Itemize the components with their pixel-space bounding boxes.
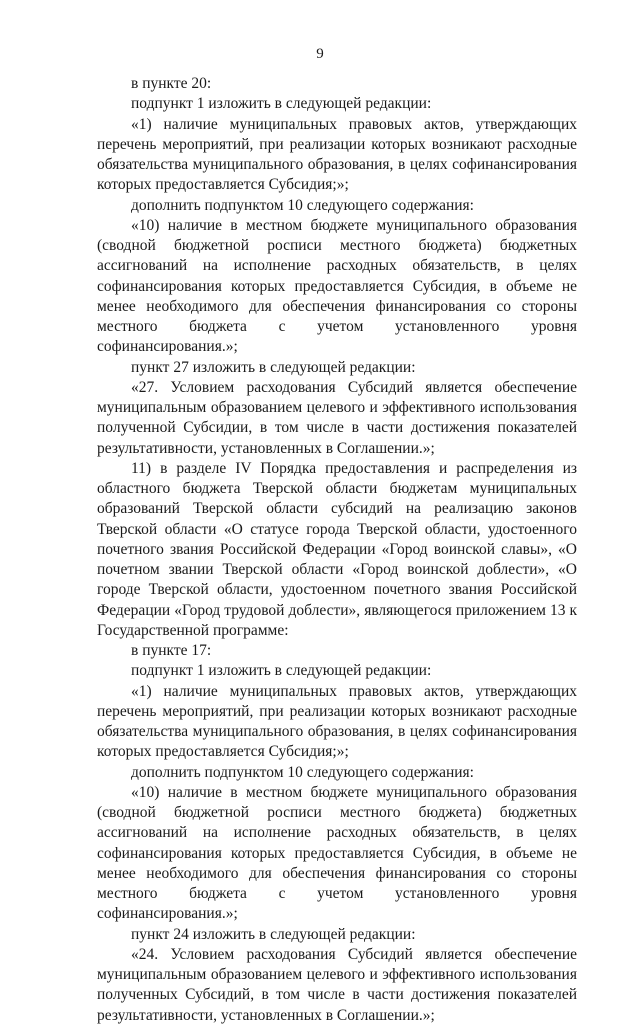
paragraph-podpunkt-1-heading-2: подпункт 1 изложить в следующей редакции: xyxy=(131,662,432,680)
paragraph-podpunkt-1-text-2: «1) наличие муниципальных правовых актов, утверждающих перечень мероприятий, при реализации которых возникают расходные обязательства муниципального образования, в целях софинансирования которых предоставляется Субсидия;»; xyxy=(97,682,577,761)
paragraph-podpunkt-10-heading-2: дополнить подпунктом 10 следующего содержания: xyxy=(131,763,474,781)
paragraph-podpunkt-10-text-2: «10) наличие в местном бюджете муниципального образования (сводной бюджетной росписи местного бюджета) бюджетных ассигнований на исполнение расходных обязательств, в целях софинансирования которых предоставляется Субсидия, в объеме не менее необходимого для обеспечения финансирования со стороны местного бюджета с учетом установленного уровня софинансирования.»; xyxy=(97,783,577,923)
paragraph-punkt-24-text: «24. Условием расходования Субсидий является обеспечение муниципальным образованием целевого и эффективного использования полученных Субсидий, в том числе в части достижения показателей результативности, установленных в Соглашении.»; xyxy=(97,945,577,1024)
paragraph-punkt-17: в пункте 17: xyxy=(131,642,212,659)
paragraph-podpunkt-1-text: «1) наличие муниципальных правовых актов, утверждающих перечень мероприятий, при реализации которых возникают расходные обязательства муниципального образования, в целях софинансирования которых предоставляется Субсидия;»; xyxy=(97,115,577,194)
paragraph-podpunkt-10-heading: дополнить подпунктом 10 следующего содержания: xyxy=(131,196,474,214)
paragraph-punkt-20: в пункте 20: xyxy=(131,75,212,92)
paragraph-podpunkt-10-text: «10) наличие в местном бюджете муниципального образования (сводной бюджетной росписи местного бюджета) бюджетных ассигнований на исполнение расходных обязательств, в целях софинансирования которых предоставляется Субсидия, в объеме не менее необходимого для обеспечения финансирования со стороны местного бюджета с учетом установленного уровня софинансирования.»; xyxy=(97,216,577,356)
paragraph-punkt-24-heading: пункт 24 изложить в следующей редакции: xyxy=(131,925,416,943)
page-number: 9 xyxy=(316,46,324,62)
paragraph-punkt-27-text: «27. Условием расходования Субсидий является обеспечение муниципальным образованием целевого и эффективного использования полученной Субсидии, в том числе в части достижения показателей результативности, установленных в Соглашении.»; xyxy=(97,378,577,457)
document-body xyxy=(97,74,577,1026)
paragraph-podpunkt-1-heading: подпункт 1 изложить в следующей редакции: xyxy=(131,95,432,113)
paragraph-section-11: 11) в разделе IV Порядка предоставления и распределения из областного бюджета Тверской области бюджетам муниципальных образований Тверской области субсидий на реализацию законов Тверской области «О статусе города Тверской области, удостоенного почетного звания Российской Федерации «Город воинской славы», «О почетном звании Тверской области «Город воинской доблести», «О городе Тверской области, удостоенном почетного звания Российской Федерации «Город трудовой доблести», являющегося приложением 13 к Государственной программе: xyxy=(97,459,577,639)
paragraph-punkt-27-heading: пункт 27 изложить в следующей редакции: xyxy=(131,358,416,376)
